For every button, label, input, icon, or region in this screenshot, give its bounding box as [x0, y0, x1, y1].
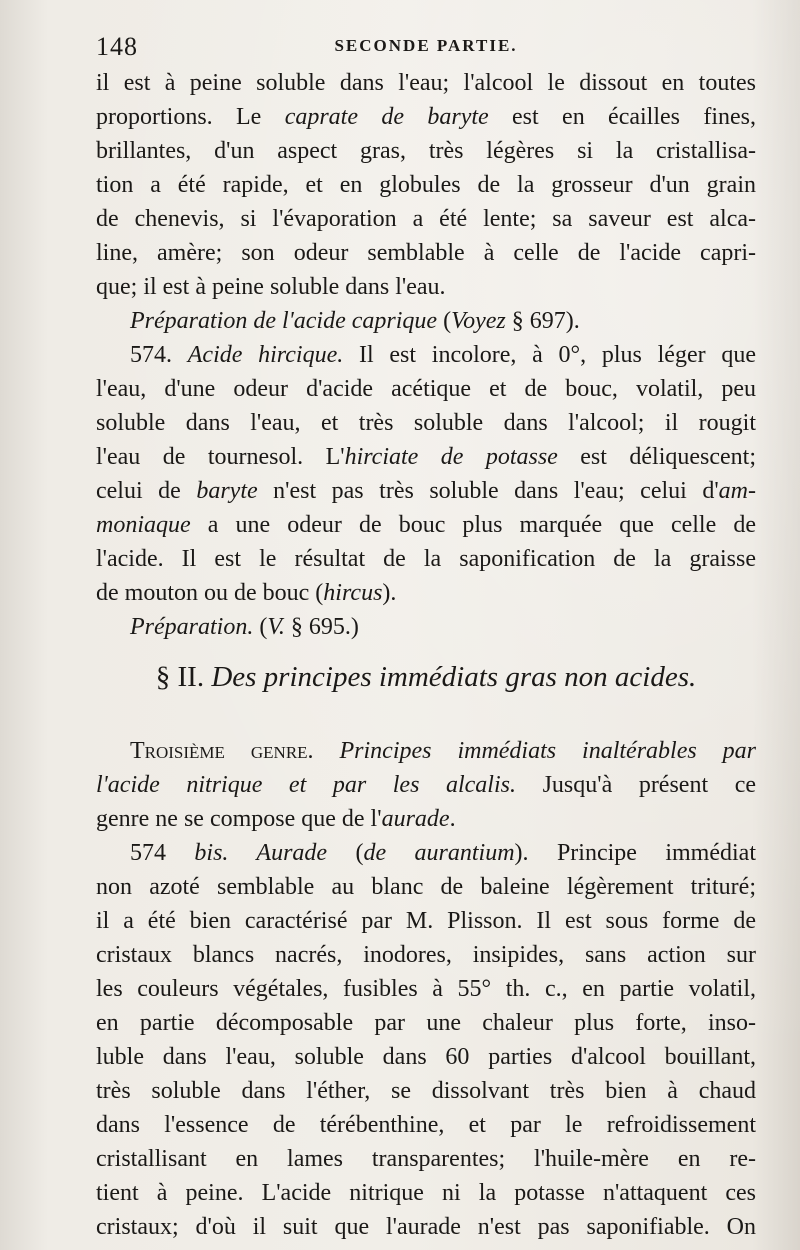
genre-heading-line: Troisième genre. Principes immédiats inaltérables par: [130, 738, 756, 764]
text-line: non azoté semblable au blanc de baleine légèrement trituré;: [96, 874, 756, 900]
text-line: l'eau de tournesol. L'hirciate de potasse est déliquescent;: [96, 444, 756, 470]
text-line: moniaque a une odeur de bouc plus marquée que celle de: [96, 512, 756, 538]
text-line: celui de baryte n'est pas très soluble dans l'eau; celui d'am-: [96, 478, 756, 504]
page-header: [96, 32, 756, 62]
text-line: dans l'essence de térébenthine, et par le refroidissement: [96, 1112, 756, 1138]
text-line: il est à peine soluble dans l'eau; l'alcool le dissout en toutes: [96, 70, 756, 96]
text-line: en partie décomposable par une chaleur plus forte, inso-: [96, 1010, 756, 1036]
text-line: l'acide nitrique et par les alcalis. Jusqu'à présent ce: [96, 772, 756, 798]
page-number: 148: [96, 32, 138, 61]
text-line: luble dans l'eau, soluble dans 60 parties d'alcool bouillant,: [96, 1044, 756, 1070]
text-line: proportions. Le caprate de baryte est en écailles fines,: [96, 104, 756, 130]
text-line: brillantes, d'un aspect gras, très légères si la cristallisa-: [96, 138, 756, 164]
text-line: l'acide. Il est le résultat de la saponification de la graisse: [96, 546, 756, 572]
running-head: SECONDE PARTIE.: [334, 36, 518, 55]
text-line: les couleurs végétales, fusibles à 55° th. c., en partie volatil,: [96, 976, 756, 1002]
preparation-line: Préparation. (V. § 695.): [130, 614, 359, 640]
text-line: line, amère; son odeur semblable à celle de l'acide capri-: [96, 240, 756, 266]
text-line: très soluble dans l'éther, se dissolvant très bien à chaud: [96, 1078, 756, 1104]
text-line: cristaux; d'où il suit que l'aurade n'est pas saponifiable. On: [96, 1214, 756, 1240]
text-line: de mouton ou de bouc (hircus).: [96, 580, 397, 606]
text-line: tient à peine. L'acide nitrique ni la potasse n'attaquent ces: [96, 1180, 756, 1206]
text-line: genre ne se compose que de l'aurade.: [96, 806, 456, 832]
text-line: l'eau, d'une odeur d'acide acétique et de bouc, volatil, peu: [96, 376, 756, 402]
paragraph-574-first-line: 574. Acide hircique. Il est incolore, à 0°, plus léger que: [130, 342, 756, 368]
text-line: de chenevis, si l'évaporation a été lente; sa saveur est alca-: [96, 206, 756, 232]
section-heading: § II. Des principes immédiats gras non acides.: [155, 661, 697, 693]
text-line: il a été bien caractérisé par M. Plisson. Il est sous forme de: [96, 908, 756, 934]
paragraph-574bis-first-line: 574 bis. Aurade (de aurantium). Principe immédiat: [130, 840, 756, 866]
text-line: soluble dans l'eau, et très soluble dans l'alcool; il rougit: [96, 410, 756, 436]
text-line: cristallisant en lames transparentes; l'huile-mère en re-: [96, 1146, 756, 1172]
text-line: que; il est à peine soluble dans l'eau.: [96, 274, 446, 300]
text-line: cristaux blancs nacrés, inodores, insipides, sans action sur: [96, 942, 756, 968]
preparation-line: Préparation de l'acide caprique (Voyez § 697).: [130, 308, 580, 334]
text-line: tion a été rapide, et en globules de la grosseur d'un grain: [96, 172, 756, 198]
